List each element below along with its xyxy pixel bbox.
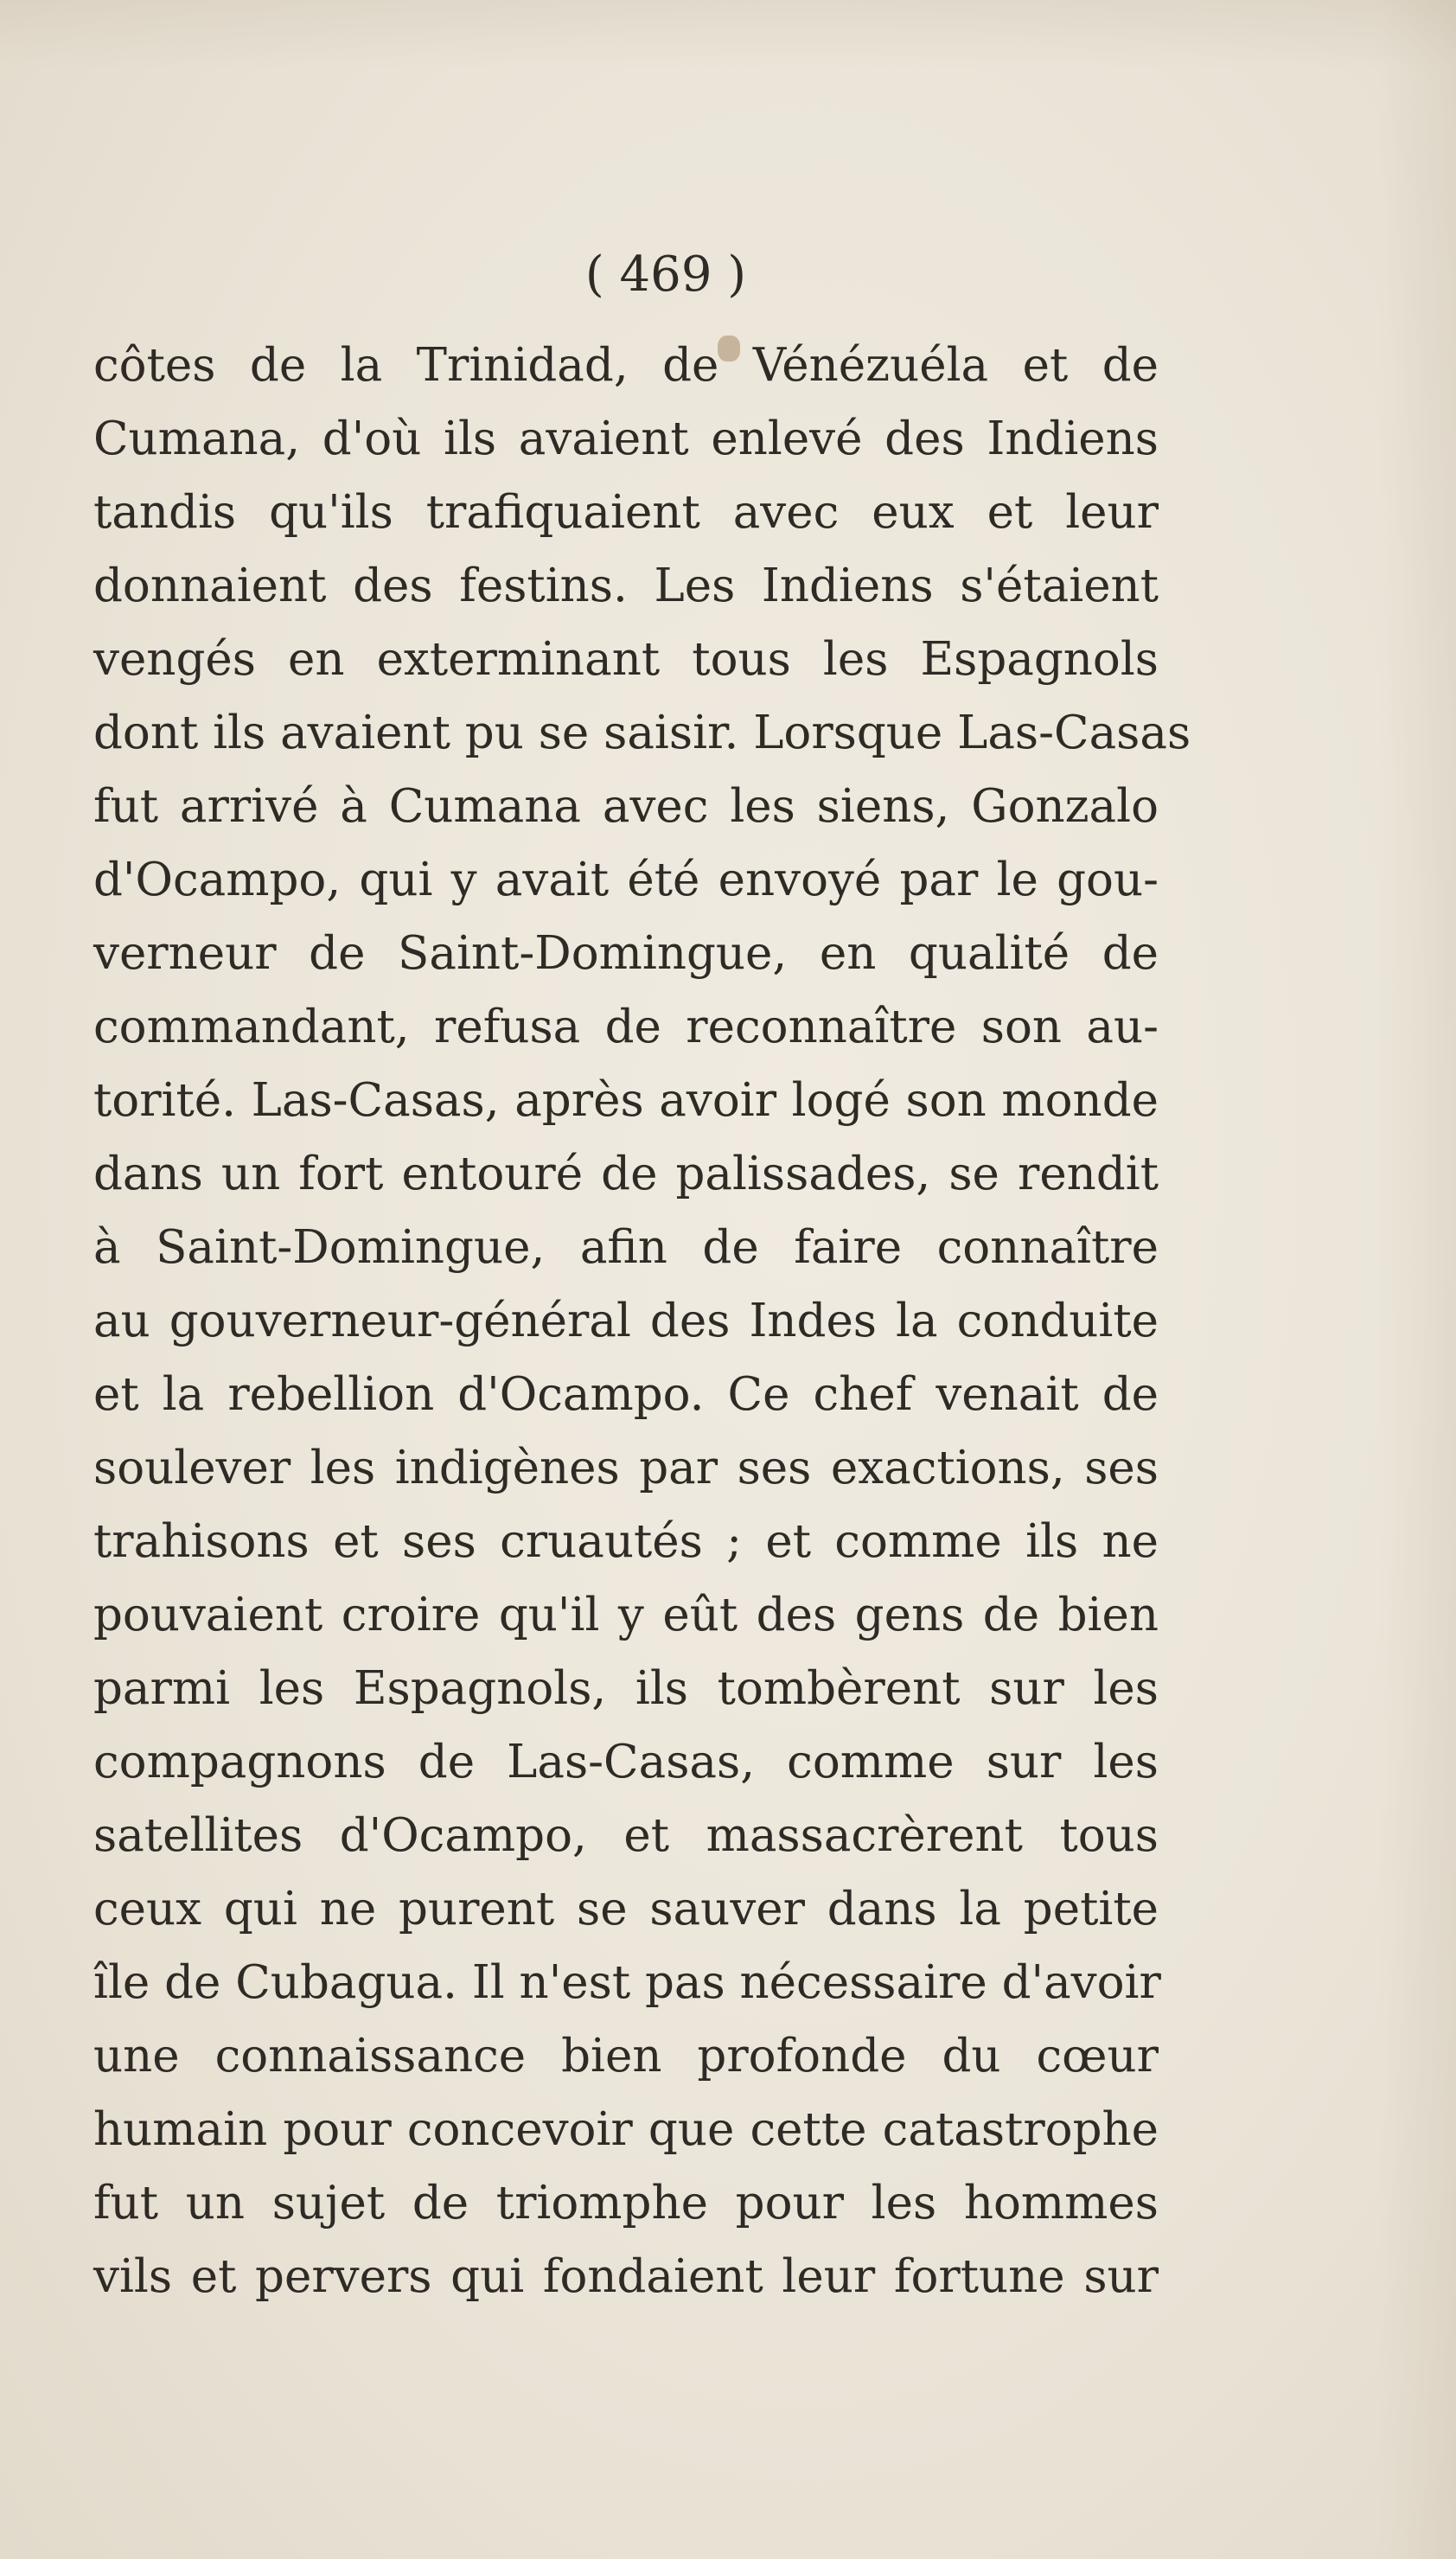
text-line: à Saint-Domingue, afin de faire connaître	[93, 1221, 1159, 1274]
body-text	[93, 329, 1191, 2313]
text-line: satellites d'Ocampo, et massacrèrent tous	[93, 1809, 1159, 1862]
text-line: trahisons et ses cruautés ; et comme ils ne	[93, 1515, 1159, 1568]
text-line: côtes de la Trinidad, de Vénézuéla et de	[93, 339, 1159, 392]
text-line: verneur de Saint-Domingue, en qualité de	[93, 927, 1159, 980]
text-line: au gouverneur-général des Indes la conduite	[93, 1295, 1159, 1347]
text-line: d'Ocampo, qui y avait été envoyé par le gou-	[93, 854, 1159, 906]
text-line: une connaissance bien profonde du cœur	[93, 2030, 1159, 2082]
text-line: dans un fort entouré de palissades, se rendit	[93, 1148, 1159, 1200]
text-line: ceux qui ne purent se sauver dans la petite	[93, 1883, 1159, 1935]
text-line: commandant, refusa de reconnaître son au-	[93, 1001, 1159, 1053]
text-line: Cumana, d'où ils avaient enlevé des Indiens	[93, 413, 1159, 465]
paper-shading-top	[0, 0, 1456, 69]
text-line: humain pour concevoir que cette catastrophe	[93, 2103, 1159, 2156]
text-line: parmi les Espagnols, ils tombèrent sur les	[93, 1662, 1159, 1715]
text-line: et la rebellion d'Ocampo. Ce chef venait de	[93, 1368, 1159, 1421]
text-line: soulever les indigènes par ses exactions, ses	[93, 1442, 1159, 1494]
paper-shading-edge	[1378, 0, 1456, 2559]
text-line: fut un sujet de triomphe pour les hommes	[93, 2177, 1159, 2230]
text-line: vengés en exterminant tous les Espagnols	[93, 633, 1159, 686]
text-line: île de Cubagua. Il n'est pas nécessaire d'avoir	[93, 1956, 1161, 2009]
page-number: ( 469 )	[584, 246, 747, 303]
text-line: pouvaient croire qu'il y eût des gens de bien	[93, 1589, 1159, 1641]
text-line: torité. Las-Casas, après avoir logé son monde	[93, 1074, 1159, 1127]
text-line: dont ils avaient pu se saisir. Lorsque Las-Casas	[93, 707, 1191, 759]
text-line: fut arrivé à Cumana avec les siens, Gonzalo	[93, 780, 1159, 833]
text-line: compagnons de Las-Casas, comme sur les	[93, 1736, 1159, 1788]
text-line: donnaient des festins. Les Indiens s'étaient	[93, 560, 1159, 612]
text-line: tandis qu'ils trafiquaient avec eux et leur	[93, 486, 1159, 539]
text-line: vils et pervers qui fondaient leur fortune sur	[93, 2250, 1159, 2303]
